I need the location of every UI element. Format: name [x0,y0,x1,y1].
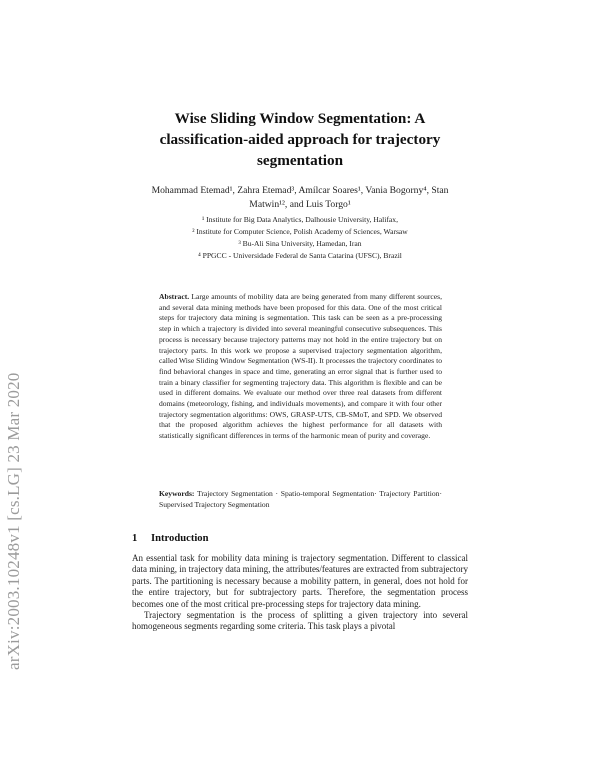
affiliations [180,214,420,262]
author-list: Mohammad Etemad¹, Zahra Etemad³, Amílcar Soares¹, Vania Bogorny⁴, Stan Matwin¹², and Luis Torgo¹ [151,185,449,210]
paragraph-1: An essential task for mobility data mining is trajectory segmentation. Different to classical data mining, in trajectory data mining, the attributes/features are extracted from subtrajectory parts. The partitioning is necessary because a mobility pattern, in general, does not hold for the entire trajectory, but for subtrajectory parts. Therefore, the segmentation process becomes one of the most critical pre-processing steps for trajectory data mining. [132,553,468,609]
abstract-label: Abstract. [159,292,190,301]
introduction-body [132,553,468,633]
abstract-text: Large amounts of mobility data are being generated from many different sources, and several data mining methods have been proposed for this data. One of the most critical steps for trajectory data mining is segmentation. This task can be seen as a pre-processing step in which a trajectory is divided into several meaningful consecutive subsequences. This process is necessary because trajectory patterns may not hold in the entire trajectory but on trajectory parts. In this work we propose a supervised trajectory segmentation algorithm, called Wise Sliding Window Segmentation (WS-II). It processes the trajectory coordinates to find behavioral changes in space and time, generating an error signal that is further used to train a binary classifier for segmenting trajectory data. This algorithm is flexible and can be used in different domains. We evaluate our method over three real datasets from different domains (meteorology, fishing, and individuals movements), and compare it with four other trajectory segmentation algorithms: OWS, GRASP-UTS, CB-SMoT, and SPD. We observed that the proposed algorithm achieves the highest performance for all datasets with statistically significant differences in terms of the harmonic mean of purity and coverage. [159,292,442,441]
affiliation-1: ¹ Institute for Big Data Analytics, Dalhousie University, Halifax, [201,215,399,224]
paragraph-2: Trajectory segmentation is the process of splitting a given trajectory into several homogeneous segments regarding some criteria. This task plays a pivotal [132,610,468,632]
section-number: 1 [132,533,138,544]
keywords-label: Keywords: [159,489,195,498]
paper-title: Wise Sliding Window Segmentation: A classification-aided approach for trajectory segmentation [159,110,441,169]
keywords [159,489,442,510]
section-title: Introduction [151,533,209,544]
affiliation-4: ⁴ PPGCC - Universidade Federal de Santa Catarina (UFSC), Brazil [198,251,402,260]
affiliation-3: ³ Bu-Ali Sina University, Hamedan, Iran [238,239,362,248]
arxiv-stamp: arXiv:2003.10248v1 [cs.LG] 23 Mar 2020 [4,372,23,670]
affiliation-2: ² Institute for Computer Science, Polish Academy of Sciences, Warsaw [192,227,408,236]
abstract [159,292,442,442]
section-heading [132,533,209,544]
keywords-text: Trajectory Segmentation · Spatio-temporal Segmentation· Trajectory Partition· Supervised Trajectory Segmentation [159,489,442,509]
